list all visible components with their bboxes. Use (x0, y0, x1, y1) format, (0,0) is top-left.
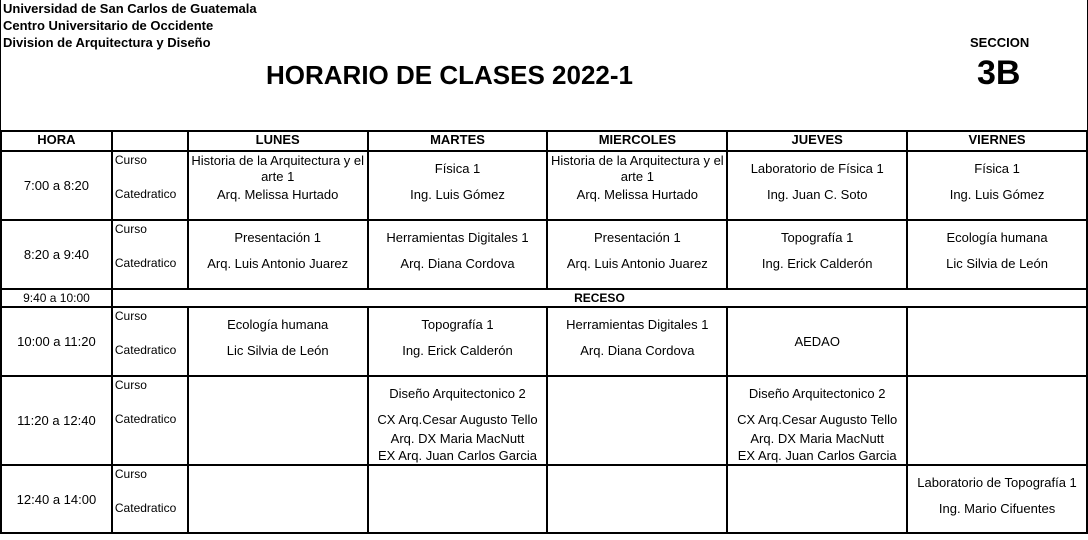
table-row (1, 220, 1087, 289)
teacher-name: Ing. Erick Calderón (402, 343, 513, 358)
schedule-cell (188, 307, 368, 376)
schedule-cell-aedao: AEDAO (727, 307, 907, 376)
time-slot: 10:00 a 11:20 (1, 307, 112, 376)
schedule-cell (907, 220, 1087, 289)
table-row (1, 307, 1087, 376)
row-labels (112, 220, 188, 289)
teacher-name: Arq. Melissa Hurtado (216, 187, 339, 202)
schedule-cell (907, 307, 1087, 376)
schedule-table (0, 130, 1088, 534)
day-header-jueves: JUEVES (727, 131, 907, 151)
day-header-miercoles: MIERCOLES (547, 131, 727, 151)
time-slot: 8:20 a 9:40 (1, 220, 112, 289)
schedule-cell (188, 465, 368, 533)
teacher-name: Ing. Luis Gómez (410, 187, 505, 202)
day-header-martes: MARTES (368, 131, 548, 151)
schedule-cell (188, 376, 368, 465)
schedule-cell (907, 465, 1087, 533)
catedratico-label: Catedratico (114, 256, 177, 270)
day-header-viernes: VIERNES (907, 131, 1087, 151)
course-name: Física 1 (434, 161, 481, 176)
teacher-name: Arq. Luis Antonio Juarez (207, 256, 349, 271)
label-header (112, 131, 188, 151)
catedratico-label: Catedratico (114, 187, 177, 201)
division-name: Division de Arquitectura y Diseño (3, 35, 211, 50)
curso-label: Curso (114, 222, 147, 236)
teacher-name: Ing. Erick Calderón (761, 256, 873, 271)
schedule-cell (727, 376, 907, 465)
schedule-cell (368, 220, 548, 289)
teacher-name: Ing. Luis Gómez (949, 187, 1045, 202)
course-name: Historia de la Arquitectura y el arte 1 (551, 153, 724, 184)
recess-label: RECESO (112, 289, 1087, 307)
teacher-name-2: Arq. DX Maria MacNutt (750, 431, 885, 446)
teacher-name: Arq. Melissa Hurtado (576, 187, 699, 202)
course-name: Historia de la Arquitectura y el arte 1 (191, 153, 365, 184)
schedule-cell (547, 465, 727, 533)
schedule-cell (547, 307, 727, 376)
catedratico-label: Catedratico (114, 412, 177, 426)
row-labels (112, 376, 188, 465)
course-name: Diseño Arquitectonico 2 (389, 386, 526, 401)
course-name: Laboratorio de Física 1 (750, 161, 884, 176)
university-name: Universidad de San Carlos de Guatemala (3, 1, 257, 16)
schedule-cell (727, 465, 907, 533)
schedule-cell (907, 151, 1087, 220)
time-slot: 7:00 a 8:20 (1, 151, 112, 220)
schedule-cell (907, 376, 1087, 465)
time-slot: 12:40 a 14:00 (1, 465, 112, 533)
schedule-cell (727, 151, 907, 220)
schedule-cell (547, 376, 727, 465)
teacher-name: Arq. Diana Cordova (580, 343, 695, 358)
course-name: Ecología humana (946, 230, 1048, 245)
teacher-name: CX Arq.Cesar Augusto Tello (737, 412, 898, 427)
schedule-cell (368, 465, 548, 533)
teacher-name: Lic Silvia de León (226, 343, 329, 358)
campus-name: Centro Universitario de Occidente (3, 18, 214, 33)
curso-label: Curso (114, 378, 147, 392)
row-labels (112, 151, 188, 220)
course-name: Herramientas Digitales 1 (386, 230, 529, 245)
course-name: Herramientas Digitales 1 (566, 317, 709, 332)
recess-row (1, 289, 1087, 307)
left-border (0, 0, 1, 131)
course-name: Laboratorio de Topografía 1 (917, 475, 1077, 490)
schedule-cell (547, 151, 727, 220)
row-labels (112, 465, 188, 533)
teacher-name-3: EX Arq. Juan Carlos Garcia (737, 448, 897, 463)
day-header-lunes: LUNES (188, 131, 368, 151)
teacher-name: Ing. Juan C. Soto (766, 187, 868, 202)
curso-label: Curso (114, 467, 147, 481)
course-name: Ecología humana (227, 317, 329, 332)
schedule-cell (188, 151, 368, 220)
schedule-cell (368, 151, 548, 220)
teacher-name: Arq. Luis Antonio Juarez (566, 256, 708, 271)
course-name: Diseño Arquitectonico 2 (748, 386, 886, 401)
schedule-cell (188, 220, 368, 289)
header-row (1, 131, 1087, 151)
course-name: Presentación 1 (234, 230, 322, 245)
curso-label: Curso (114, 309, 147, 323)
teacher-name-2: Arq. DX Maria MacNutt (390, 431, 525, 446)
schedule-cell (368, 307, 548, 376)
teacher-name: CX Arq.Cesar Augusto Tello (377, 412, 538, 427)
hora-header: HORA (1, 131, 112, 151)
teacher-name: Lic Silvia de León (946, 256, 1048, 271)
catedratico-label: Catedratico (114, 501, 177, 515)
course-name: Topografía 1 (781, 230, 854, 245)
time-slot: 9:40 a 10:00 (1, 289, 112, 307)
table-row (1, 151, 1087, 220)
section-label: SECCION (970, 35, 1030, 50)
table-row (1, 465, 1087, 533)
schedule-cell (547, 220, 727, 289)
course-name: Física 1 (974, 161, 1020, 176)
section-value: 3B (977, 54, 1021, 92)
row-labels (112, 307, 188, 376)
teacher-name: Ing. Mario Cifuentes (938, 501, 1056, 516)
schedule-cell (368, 376, 548, 465)
teacher-name: Arq. Diana Cordova (400, 256, 515, 271)
time-slot: 11:20 a 12:40 (1, 376, 112, 465)
schedule-cell (727, 220, 907, 289)
course-name: Presentación 1 (593, 230, 681, 245)
teacher-name-3: EX Arq. Juan Carlos Garcia (378, 448, 537, 463)
curso-label: Curso (114, 153, 147, 167)
table-row (1, 376, 1087, 465)
course-name: Topografía 1 (421, 317, 494, 332)
page-title: HORARIO DE CLASES 2022-1 (266, 60, 633, 90)
catedratico-label: Catedratico (114, 343, 177, 357)
